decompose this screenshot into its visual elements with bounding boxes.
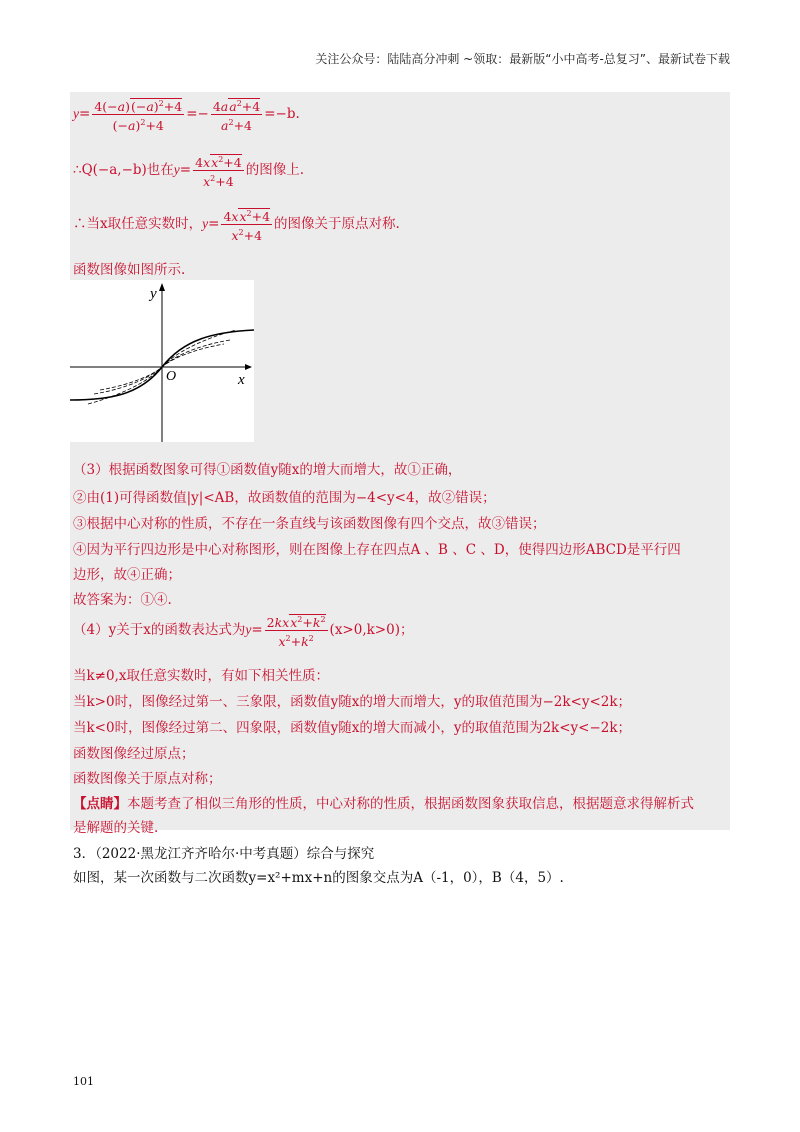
- formula-line-2: ∴Q(−a,−b)也在y= $\frac{4xx^2+4}{x^2+4}$ 的图像上.: [73, 152, 304, 189]
- question-3-title: 3．（2022·黑龙江齐齐哈尔·中考真题）综合与探究: [73, 846, 375, 862]
- text-line-14: 当k<0时，图像经过第二、四象限，函数值y随x的增大而减小，y的取值范围为2k<y<−2k；: [73, 720, 632, 736]
- function-graph-svg: [70, 280, 254, 442]
- formula-line-2-text-b: 的图像上.: [245, 162, 305, 179]
- question-3-body: 如图，某一次函数与二次函数y=x²+mx+n的图象交点为A（-1，0），B（4，5）.: [73, 870, 564, 886]
- text-line-9: 边形，故④正确；: [73, 567, 181, 583]
- y-axis-label: y: [150, 286, 157, 302]
- formula-line-11: （4）y关于x的函数表达式为y= $\frac{2kxx^2+k^2}{x^2+k^2}$ (x>0,k>0)；: [73, 612, 413, 649]
- tip-text: 本题考查了相似三角形的性质，中心对称的性质，根据函数图象获取信息，根据题意求得解析式: [127, 796, 694, 812]
- text-line-6: ②由(1)可得函数值|y|<AB，故函数值的范围为−4<y<4，故②错误；: [73, 490, 496, 506]
- formula-line-2-text-a: ∴Q(−a,−b)也在: [73, 162, 174, 179]
- formula-line-11-text-b: (x>0,k>0)；: [329, 622, 414, 639]
- text-line-10: 故答案为：①④.: [73, 592, 172, 608]
- text-line-7: ③根据中心对称的性质，不存在一条直线与该函数图像有四个交点，故③错误；: [73, 516, 546, 532]
- function-graph: [70, 280, 254, 442]
- origin-label: O: [166, 369, 177, 384]
- formula-line-1-end: =−b.: [264, 106, 300, 123]
- page-number: 101: [73, 1075, 94, 1088]
- formula-line-3: ∴当x取任意实数时，y= $\frac{4xx^2+4}{x^2+4}$ 的图像关于原点对称.: [73, 206, 400, 243]
- text-line-15: 函数图像经过原点；: [73, 746, 195, 762]
- formula-line-3-text-b: 的图像关于原点对称.: [274, 216, 400, 233]
- text-line-18: 是解题的关键.: [73, 820, 159, 836]
- page-header: 关注公众号：陆陆高分冲刺 ~领取：最新版“小中高考-总复习”、最新试卷下载: [315, 52, 730, 66]
- text-line-17: [73, 792, 694, 812]
- text-line-12: 当k≠0,x取任意实数时，有如下相关性质：: [73, 668, 329, 684]
- x-axis-label: x: [238, 372, 245, 388]
- formula-line-1: y= $\frac{4(-a)(-a)^2+4}{(-a)^2+4}$ =− $\frac{4aa^2+4}{a^2+4}$ =−b.: [73, 96, 300, 133]
- formula-line-3-text-a: ∴当x取任意实数时，: [73, 216, 203, 233]
- text-line-16: 函数图像关于原点对称；: [73, 771, 222, 787]
- text-line-5: （3）根据函数图象可得①函数值y随x的增大而增大，故①正确，: [73, 462, 462, 478]
- text-line-13: 当k>0时，图像经过第一、三象限，函数值y随x的增大而增大，y的取值范围为−2k<y<2k；: [73, 694, 632, 710]
- text-line-4: 函数图像如图所示.: [73, 262, 186, 278]
- tip-tag: 【点睛】: [73, 796, 127, 812]
- y-axis-arrow-icon: [159, 283, 165, 291]
- formula-line-11-text-a: （4）y关于x的函数表达式为: [73, 622, 246, 639]
- text-line-8: ④因为平行四边形是中心对称图形，则在图像上存在四点A 、B 、C 、D，使得四边形ABCD是平行四: [73, 542, 681, 558]
- x-axis-arrow-icon: [245, 364, 252, 370]
